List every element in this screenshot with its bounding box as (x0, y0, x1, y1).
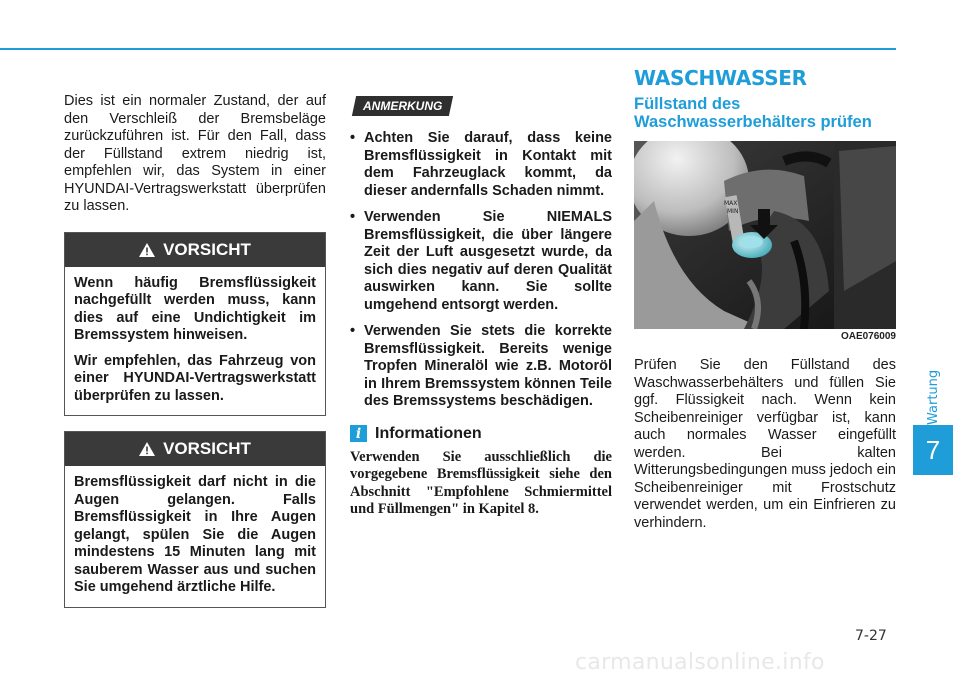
info-title: Informationen (375, 424, 482, 442)
info-heading (350, 425, 612, 443)
warning-triangle-icon (139, 442, 155, 456)
left-column (64, 93, 326, 608)
page-number: 7-27 (855, 628, 887, 644)
chapter-number-tab: 7 (913, 425, 953, 475)
warning-triangle-icon (139, 243, 155, 257)
max-mark: MAX (724, 200, 738, 207)
watermark: carmanualsonline.info (575, 650, 825, 675)
warning-box-2 (64, 431, 326, 608)
info-text: Verwenden Sie ausschließlich die vorgegebene Bremsflüssigkeit siehe den Abschnitt "Empfohlene Schmiermittel und Füllmengen" in Kapitel 8. (350, 448, 612, 517)
note-label: ANMERKUNG (352, 96, 454, 116)
warning-body-2 (65, 466, 325, 607)
warning-title-2: VORSICHT (163, 439, 251, 458)
section-title: WASCHWASSER (634, 66, 807, 90)
info-icon: i (350, 425, 367, 442)
min-mark: MIN (727, 208, 739, 215)
warning-header-1 (65, 233, 325, 267)
warning-header-2 (65, 432, 325, 466)
note-bullet-2: • Verwenden Sie NIEMALS Bremsflüssigkeit, die über längere Zeit der Luft ausgesetzt wurde, da sich dies negativ auf deren Qualität auswirken kann. Sie sollte umgehend entsorgt werden. (350, 209, 612, 313)
warning-1-paragraph-1: Wenn häufig Bremsflüssigkeit nachgefüllt werden muss, kann dies auf eine Undichtigkeit im Bremssystem hinweisen. (74, 274, 316, 343)
sub-title: Füllstand des Waschwasserbehälters prüfen (634, 95, 872, 131)
note-bullet-1: • Achten Sie darauf, dass keine Bremsflüssigkeit in Kontakt mit dem Fahrzeuglack kommt, da dieser andernfalls Schaden nimmt. (350, 130, 612, 199)
warning-box-1 (64, 232, 326, 417)
note-bullet-3: • Verwenden Sie stets die korrekte Bremsflüssigkeit. Bereits wenige Tropfen Mineralöl wie z.B. Motoröl in Ihrem Bremssystem können Teile des Bremssystems beschädigen. (350, 323, 612, 409)
warning-1-paragraph-2: Wir empfehlen, das Fahrzeug von einer HYUNDAI-Vertragswerkstatt überprüfen zu lassen. (74, 352, 316, 404)
warning-title-1: VORSICHT (163, 239, 251, 259)
warning-2-paragraph-1: Bremsflüssigkeit darf nicht in die Augen gelangen. Falls Bremsflüssigkeit in Ihre Augen gelangt, spülen Sie die Augen mindestens 15 Minuten lang mit sauberem Wasser aus und suchen Sie umgehend ärztliche Hilfe. (74, 474, 316, 595)
right-paragraph: Prüfen Sie den Füllstand des Waschwasserbehälters und füllen Sie ggf. Flüssigkeit nach. Wenn kein Scheibenreiniger verfügbar ist, kann auch normales Wasser eingefüllt werden. Bei kalten Witterungsbedingungen muss jedoch ein Scheibenreiniger mit Frostschutz verwendet werden, um ein Einfrieren zu verhindern. (634, 357, 896, 531)
photo-caption: OAE076009 (840, 331, 896, 342)
chapter-side-label: Wartung (926, 369, 941, 425)
note-bullet-list (350, 130, 612, 411)
intro-paragraph: Dies ist ein normaler Zustand, der auf den Verschleiß der Bremsbeläge zurückzuführen ist. Für den Fall, dass der Füllstand extrem niedrig ist, empfehlen wir, das System in einer HYUNDAI-Vertragswerkstatt überprüfen zu lassen. (64, 93, 326, 214)
header-rule (0, 48, 896, 50)
engine-bay-photo (634, 141, 896, 329)
middle-column (350, 96, 612, 519)
warning-body-1 (65, 267, 325, 416)
